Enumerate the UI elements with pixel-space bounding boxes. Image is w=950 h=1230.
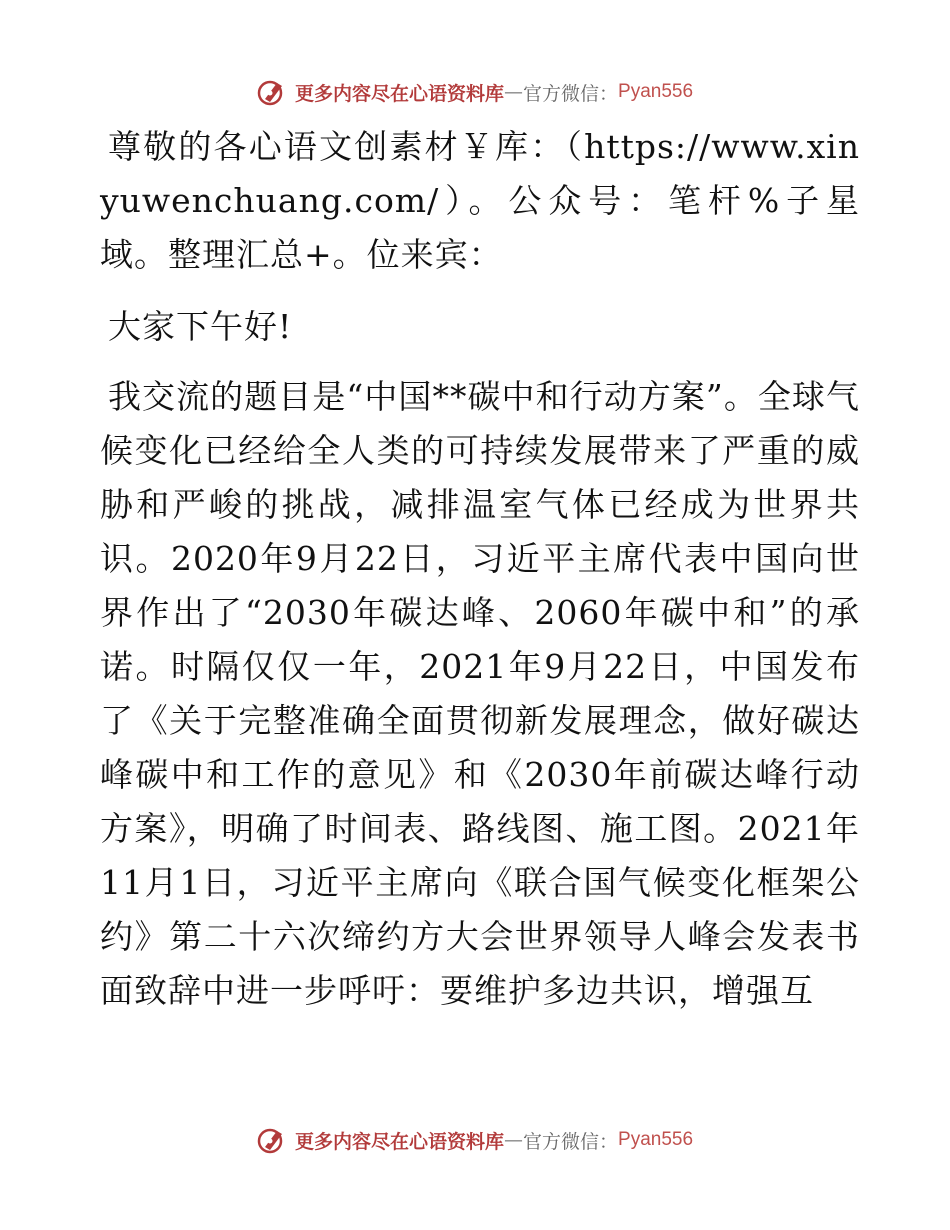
greeting-paragraph: 大家下午好! <box>108 307 293 346</box>
watermark-lead: 更多内容尽在心语资料库 <box>294 1130 504 1153</box>
pen-nib-circle-icon <box>257 1125 287 1155</box>
watermark-wechat-label: 官方微信 <box>522 1130 599 1153</box>
watermark-wechat-label: 官方微信 <box>522 82 599 105</box>
watermark-wechat-id: Pyan556 <box>618 1129 694 1150</box>
pen-nib-circle-icon <box>257 77 287 107</box>
watermark-dash: — <box>503 1129 523 1151</box>
watermark-lead: 更多内容尽在心语资料库 <box>294 82 504 105</box>
watermark-colon: ： <box>599 82 619 105</box>
footer-watermark <box>0 1120 950 1160</box>
header-watermark <box>0 72 950 112</box>
watermark-wechat-id: Pyan556 <box>618 81 694 102</box>
intro-paragraph: 尊敬的各心语文创素材￥库：（https://www.xinyuwenchuang.com/）。公众号：笔杆%子星域。整理汇总+。位来宾： <box>100 127 860 274</box>
watermark-colon: ： <box>599 1130 619 1153</box>
watermark-dash: — <box>503 81 523 103</box>
document-body <box>100 120 860 1036</box>
body-paragraph: 我交流的题目是“中国**碳中和行动方案”。全球气候变化已经给全人类的可持续发展带来了严重的威胁和严峻的挑战，减排温室气体已经成为世界共识。2020年9月22日，习近平主席代表中国向世界作出了“2030年碳达峰、2060年碳中和”的承诺。时隔仅仅一年，2021年9月22日，中国发布了《关于完整准确全面贯彻新发展理念，做好碳达峰碳中和工作的意见》和《2030年前碳达峰行动方案》，明确了时间表、路线图、施工图。2021年11月1日，习近平主席向《联合国气候变化框架公约》第二十六次缔约方大会世界领导人峰会发表书面致辞中进一步呼吁：要维护多边共识，增强互 <box>100 377 860 1010</box>
